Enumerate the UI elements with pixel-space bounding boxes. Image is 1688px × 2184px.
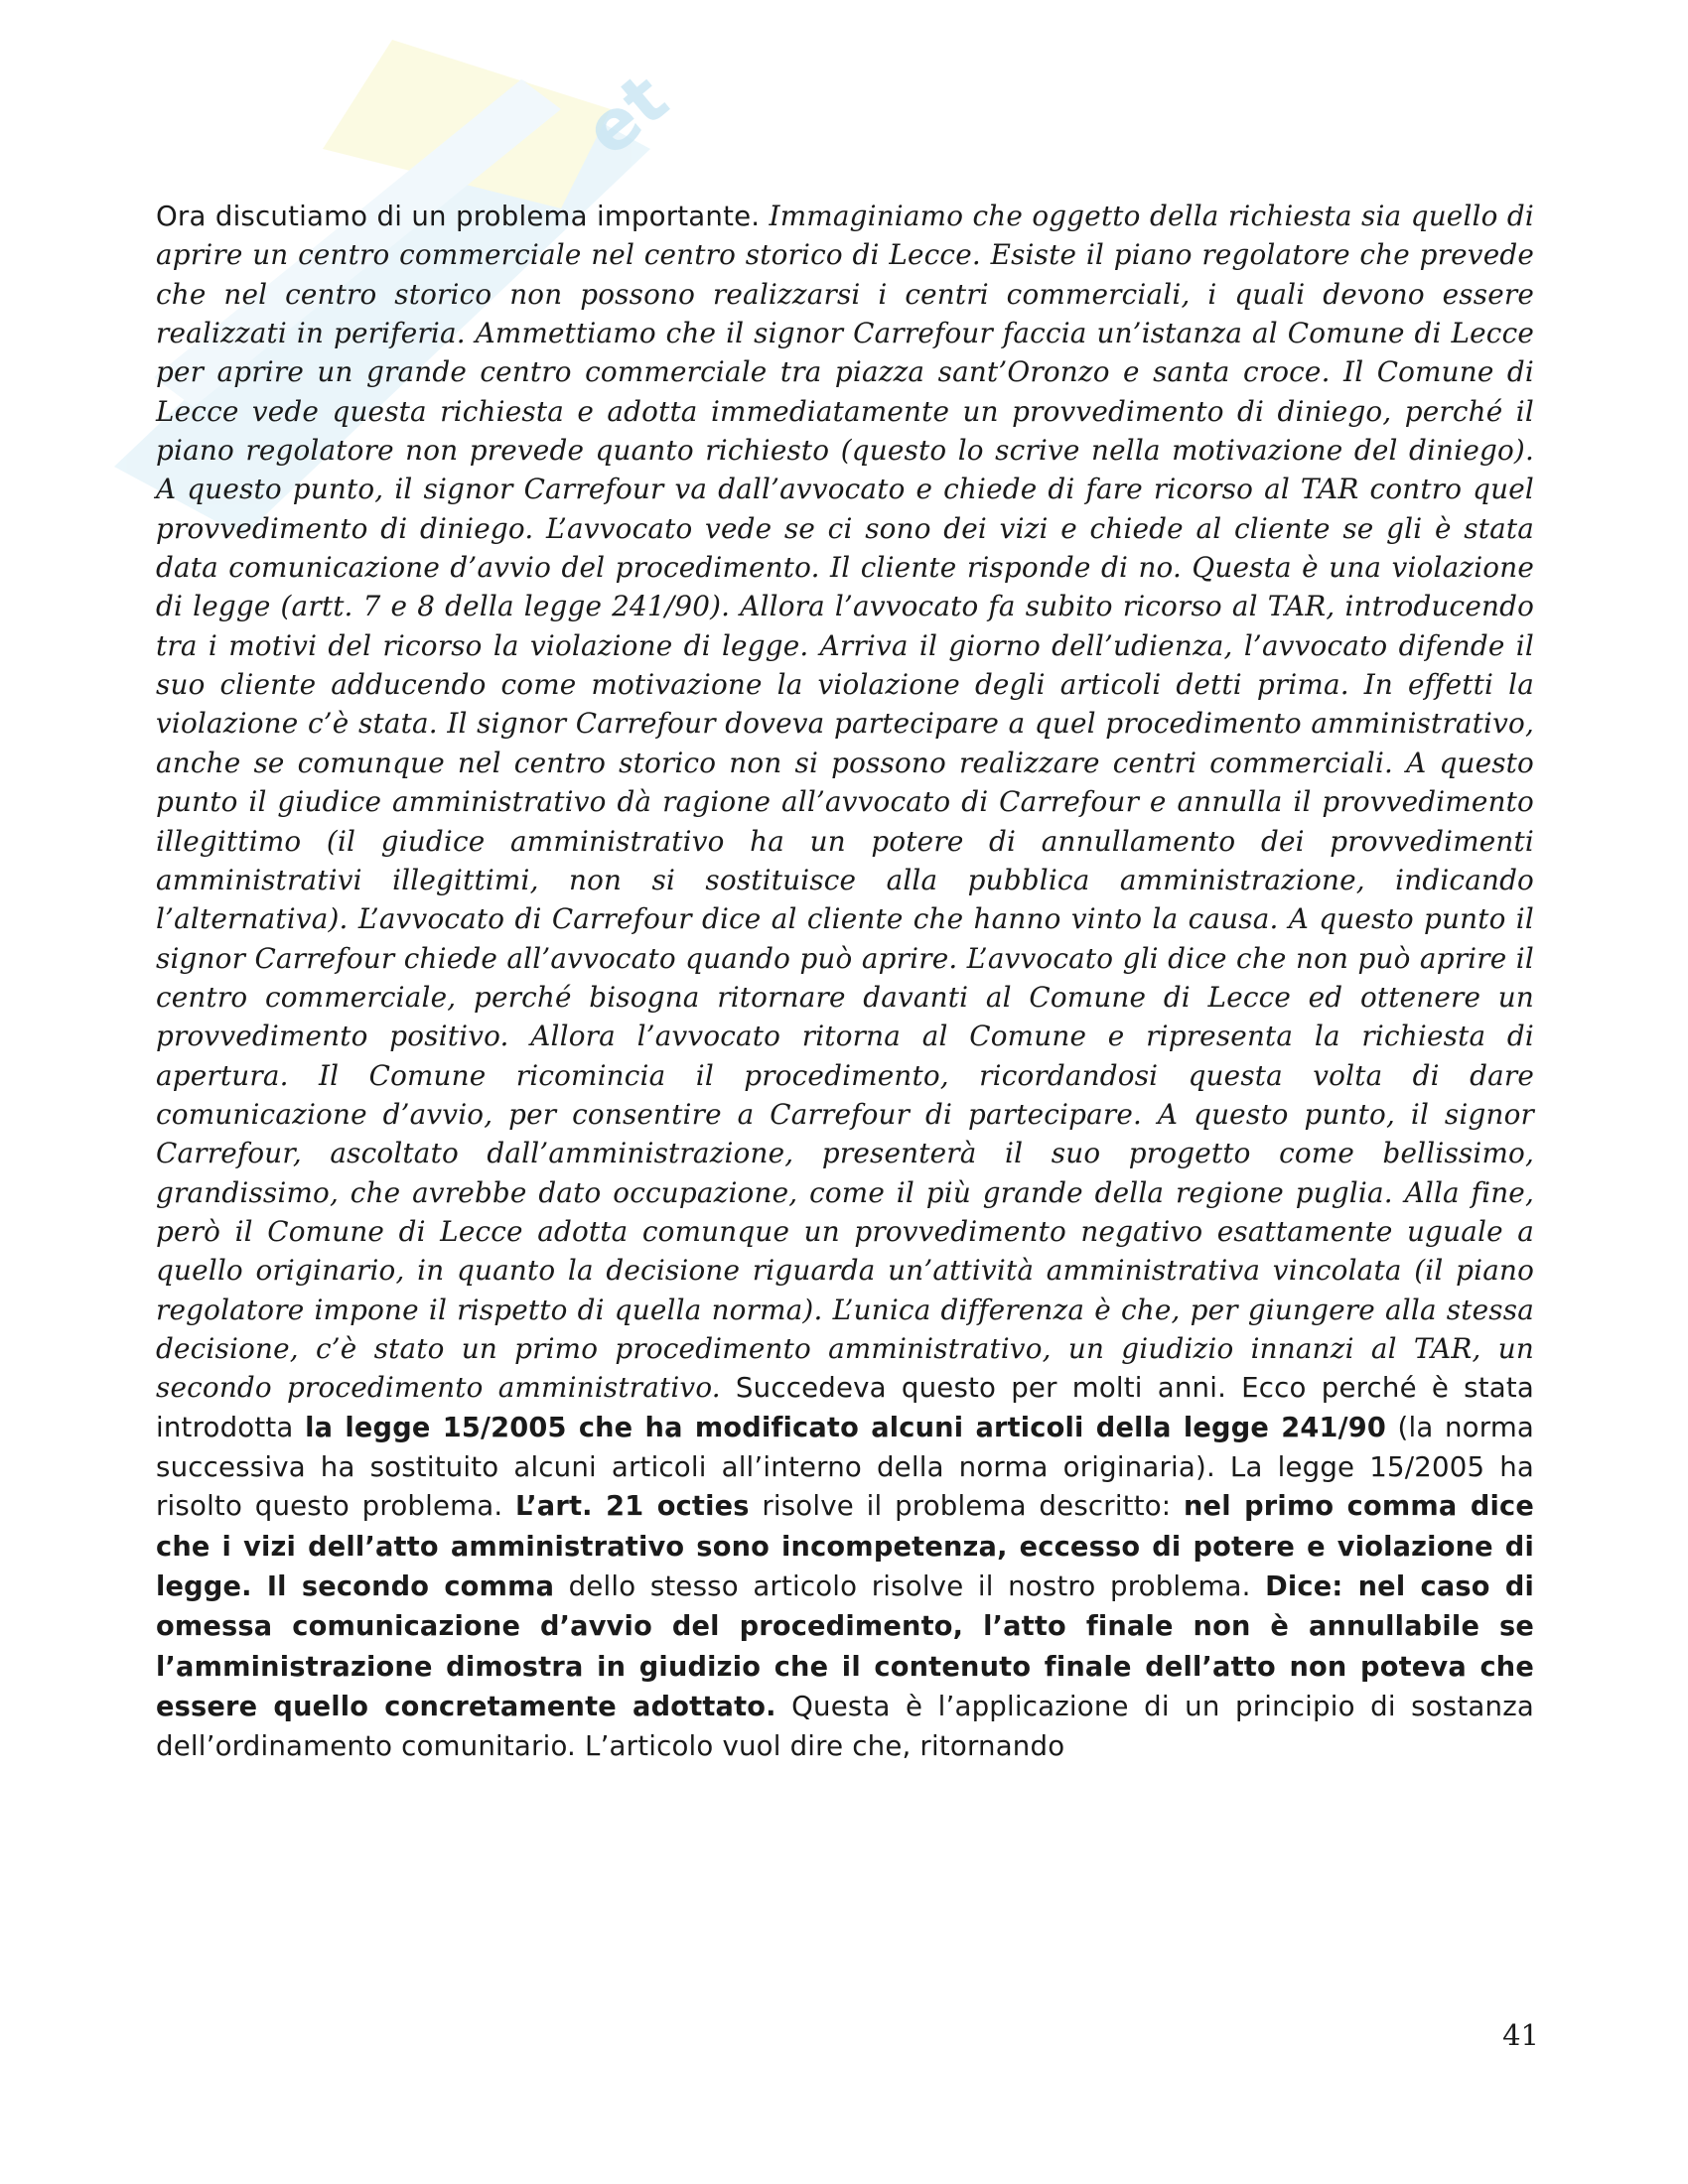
text-segment-bold: la legge 15/2005 che ha modificato alcuni articoli della legge 241/90 [305, 1412, 1386, 1443]
text-segment-normal: (la norma successiva ha sostituito alcuni articoli all’interno della norma originaria). La legge 15/2005 ha risolto questo problema. [156, 1410, 1535, 1523]
text-segment-normal: dello stesso articolo risolve il nostro problema. [554, 1570, 1266, 1603]
text-segment-normal: risolve il problema descritto: [749, 1489, 1184, 1523]
text-segment-normal: Questa è l’applicazione di un principio di sostanza dell’ordinamento comunitario. L’articolo vuol dire che, ritornando [156, 1690, 1534, 1763]
page-number: 41 [1502, 2018, 1539, 2052]
text-segment-normal: Succedeva questo per molti anni. Ecco perché è stata introdotta [156, 1371, 1534, 1443]
text-segment-bold: Dice: nel caso di omessa comunicazione d’avvio del procedimento, l’atto finale non è annullabile se l’amministrazione dimostra in giudizio che il contenuto finale dell’atto non poteva che essere quello concretamente adottato. [156, 1571, 1535, 1723]
text-segment-bold: L’art. 21 octies [515, 1491, 750, 1523]
text-segment-bold: nel primo comma dice che i vizi dell’atto amministrativo sono incompetenza, eccesso di potere e violazione di legge. Il secondo comma [156, 1491, 1534, 1603]
watermark-text: et [569, 58, 683, 173]
body-paragraph [156, 197, 1534, 1766]
text-segment-normal: Ora discutiamo di un problema importante. [156, 200, 770, 232]
text-segment-italic: Immaginiamo che oggetto della richiesta sia quello di aprire un centro commerciale nel centro storico di Lecce. Esiste il piano regolatore che prevede che nel centro storico non possono realizzarsi i centri commerciali, i quali devono essere realizzati in periferia. Ammettiamo che il signor Carrefour faccia un’istanza al Comune di Lecce per aprire un grande centro commerciale tra piazza sant’Oronzo e santa croce. Il Comune di Lecce vede questa richiesta e adotta immediatamente un provvedimento di diniego, perché il piano regolatore non prevede quanto richiesto (questo lo scrive nella motivazione del diniego). A questo punto, il signor Carrefour va dall’avvocato e chiede di fare ricorso al TAR contro quel provvedimento di diniego. L’avvocato vede se ci sono dei vizi e chiede al cliente se gli è stata data comunicazione d’avvio del procedimento. Il cliente risponde di no. Questa è una violazione di legge (artt. 7 e 8 della legge 241/90). Allora l’avvocato fa subito ricorso al TAR, introducendo tra i motivi del ricorso la violazione di legge. Arriva il giorno dell’udienza, l’avvocato difende il suo cliente adducendo come motivazione la violazione degli articoli detti prima. In effetti la violazione c’è stata. Il signor Carrefour doveva partecipare a quel procedimento amministrativo, anche se comunque nel centro storico non si possono realizzare centri commerciali. A questo punto il giudice amministrativo dà ragione all’avvocato di Carrefour e annulla il provvedimento illegittimo (il giudice amministrativo ha un potere di annullamento dei provvedimenti amministrativi illegittimi, non si sostituisce alla pubblica amministrazione, indicando l’alternativa). L’avvocato di Carrefour dice al cliente che hanno vinto la causa. A questo punto il signor Carrefour chiede all’avvocato quando può aprire. L’avvocato gli dice che non può aprire il centro commerciale, perché bisogna ritornare davanti al Comune di Lecce ed ottenere un provvedimento positivo. Allora l’avvocato ritorna al Comune e ripresenta la richiesta di apertura. Il Comune ricomincia il procedimento, ricordandosi questa volta di dare comunicazione d’avvio, per consentire a Carrefour di partecipare. A questo punto, il signor Carrefour, ascoltato dall’amministrazione, presenterà il suo progetto come bellissimo, grandissimo, che avrebbe dato occupazione, come il più grande della regione puglia. Alla fine, però il Comune di Lecce adotta comunque un provvedimento negativo esattamente uguale a quello originario, in quanto la decisione riguarda un’attività amministrativa vincolata (il piano regolatore impone il rispetto di quella norma). L’unica differenza è che, per giungere alla stessa decisione, c’è stato un primo procedimento amministrativo, un giudizio innanzi al TAR, un secondo procedimento amministrativo. [156, 200, 1534, 1405]
